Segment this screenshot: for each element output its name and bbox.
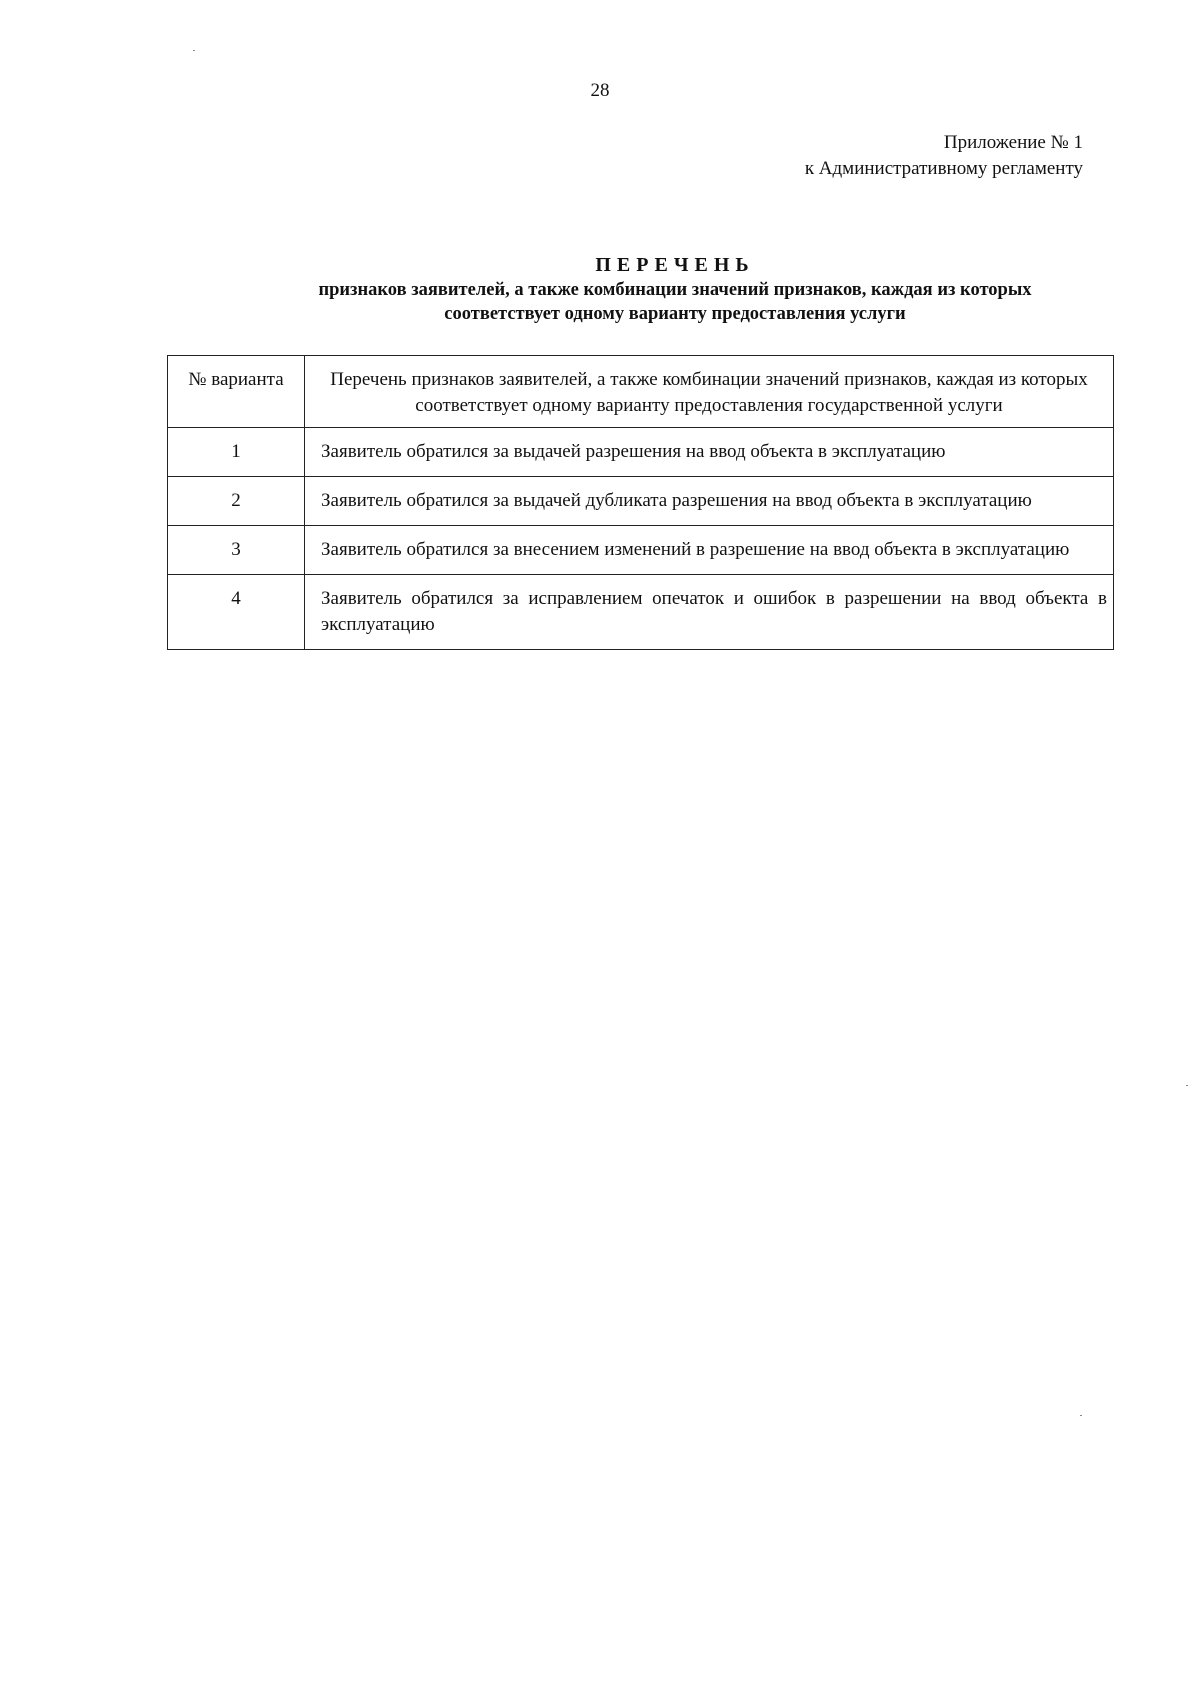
table-row xyxy=(168,428,1114,477)
variant-number: 3 xyxy=(168,526,305,575)
page-number: 28 xyxy=(590,80,610,101)
header-variant-number: № варианта xyxy=(168,356,305,428)
variant-description: Заявитель обратился за исправлением опечаток и ошибок в разрешении на ввод объекта в эксплуатацию xyxy=(305,575,1114,650)
variant-number: 1 xyxy=(168,428,305,477)
header-description: Перечень признаков заявителей, а также комбинации значений признаков, каждая из которых соответствует одному варианту предоставления государственной услуги xyxy=(305,356,1114,428)
variant-description: Заявитель обратился за выдачей дубликата разрешения на ввод объекта в эксплуатацию xyxy=(305,477,1114,526)
document-title: ПЕРЕЧЕНЬ xyxy=(595,254,755,276)
appendix-line-1: Приложение № 1 xyxy=(943,132,1083,153)
subtitle-line-2: соответствует одному варианту предоставления услуги xyxy=(444,304,906,324)
document-heading xyxy=(0,252,1200,326)
table-header-row xyxy=(168,356,1114,428)
document-subtitle xyxy=(85,278,1115,326)
scan-speck xyxy=(1080,1415,1082,1416)
table-row xyxy=(168,575,1114,650)
variant-description: Заявитель обратился за выдачей разрешения на ввод объекта в эксплуатацию xyxy=(305,428,1114,477)
variant-description: Заявитель обратился за внесением изменений в разрешение на ввод объекта в эксплуатацию xyxy=(305,526,1114,575)
subtitle-line-1: признаков заявителей, а также комбинации значений признаков, каждая из которых xyxy=(318,280,1032,300)
appendix-line-2: к Административному регламенту xyxy=(804,158,1083,179)
scan-speck xyxy=(193,50,195,51)
table-row xyxy=(168,526,1114,575)
appendix-note xyxy=(805,130,1083,182)
table-row xyxy=(168,477,1114,526)
variant-number: 2 xyxy=(168,477,305,526)
variant-number: 4 xyxy=(168,575,305,650)
scan-speck xyxy=(1186,1085,1188,1086)
variants-table xyxy=(167,355,1114,650)
